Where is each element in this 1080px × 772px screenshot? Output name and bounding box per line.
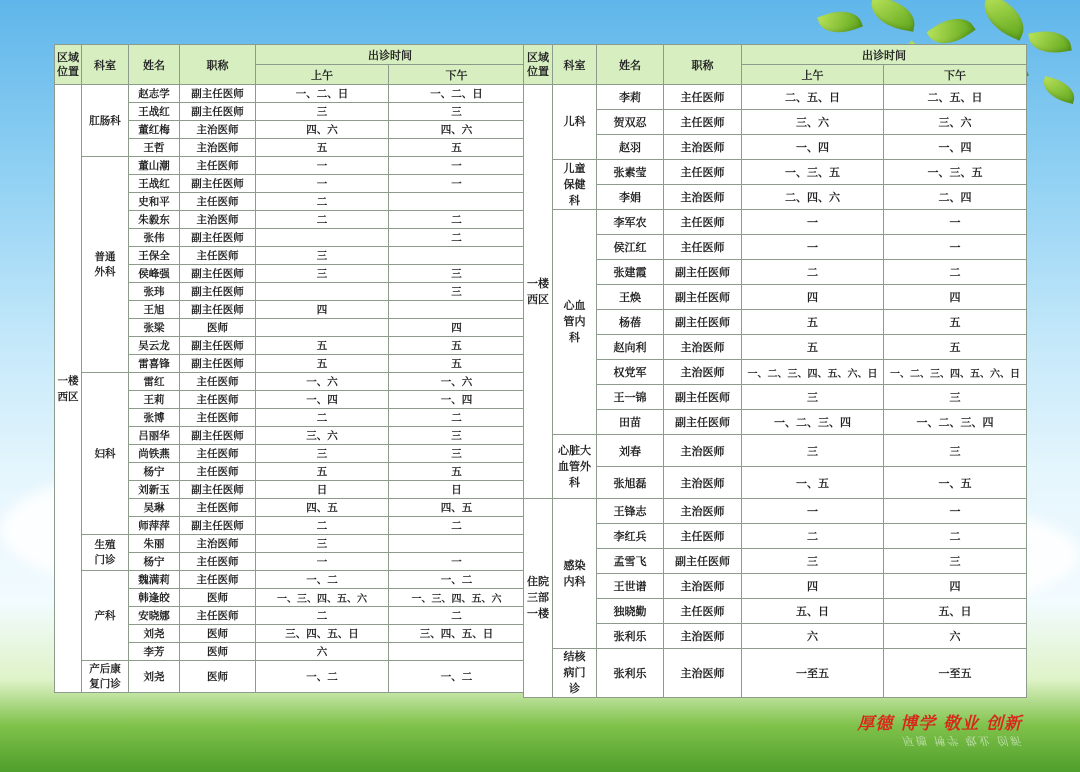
doctor-name: 张素莹: [597, 160, 664, 185]
am-time: 一、三、五: [742, 160, 884, 185]
doctor-name: 王一锦: [597, 385, 664, 410]
am-time: 三: [742, 549, 884, 574]
doctor-name: 杨宁: [129, 463, 180, 481]
pm-time: 五: [884, 310, 1027, 335]
pm-time: 六: [884, 624, 1027, 649]
doctor-name: 独晓勤: [597, 599, 664, 624]
table-row: [524, 210, 1027, 235]
pm-time: 四、六: [389, 121, 525, 139]
doctor-name: 王焕: [597, 285, 664, 310]
table-row: [524, 467, 1027, 499]
dept-cell: 肛肠科: [82, 85, 129, 157]
am-time: 五: [742, 310, 884, 335]
doctor-name: 李芳: [129, 643, 180, 661]
table-row: [524, 574, 1027, 599]
doctor-title: 副主任医师: [180, 85, 256, 103]
doctor-name: 田苗: [597, 410, 664, 435]
am-time: 三: [256, 535, 389, 553]
am-time: 一: [742, 210, 884, 235]
pm-time: 二、五、日: [884, 85, 1027, 110]
pm-time: 一: [884, 235, 1027, 260]
pm-time: 四、五: [389, 499, 525, 517]
doctor-name: 权党军: [597, 360, 664, 385]
am-time: 三、六: [742, 110, 884, 135]
doctor-name: 赵志学: [129, 85, 180, 103]
doctor-name: 侯峰强: [129, 265, 180, 283]
doctor-title: 主治医师: [664, 624, 742, 649]
pm-time: 三: [389, 445, 525, 463]
am-time: 五: [256, 337, 389, 355]
am-time: 一、二、三、四、五、六、日: [742, 360, 884, 385]
pm-time: 一: [389, 553, 525, 571]
am-time: 二: [256, 409, 389, 427]
am-time: 一、六: [256, 373, 389, 391]
am-time: 四: [742, 285, 884, 310]
pm-time: 一、四: [389, 391, 525, 409]
am-time: [256, 229, 389, 247]
doctor-title: 副主任医师: [180, 229, 256, 247]
motto: 厚德 博学 敬业 创新: [857, 714, 1022, 734]
header-dept: 科室: [553, 45, 597, 85]
doctor-title: 主任医师: [180, 193, 256, 211]
doctor-title: 主治医师: [664, 574, 742, 599]
table-row: [524, 260, 1027, 285]
pm-time: 三: [884, 385, 1027, 410]
doctor-title: 主任医师: [180, 373, 256, 391]
header-name: 姓名: [597, 45, 664, 85]
doctor-name: 张利乐: [597, 624, 664, 649]
table-row: [524, 235, 1027, 260]
pm-time: 一至五: [884, 649, 1027, 698]
am-time: 三、四、五、日: [256, 625, 389, 643]
doctor-name: 韩逢皎: [129, 589, 180, 607]
header-am: 上午: [742, 65, 884, 85]
am-time: 一、四: [256, 391, 389, 409]
doctor-title: 主治医师: [664, 185, 742, 210]
am-time: 三: [256, 103, 389, 121]
header-zone: 区域位置: [55, 45, 82, 85]
pm-time: 三: [884, 549, 1027, 574]
doctor-title: 主任医师: [664, 110, 742, 135]
pm-time: 一、三、四、五、六: [389, 589, 525, 607]
pm-time: [389, 643, 525, 661]
am-time: 二: [256, 193, 389, 211]
doctor-title: 主任医师: [664, 210, 742, 235]
doctor-name: 雷喜锋: [129, 355, 180, 373]
am-time: 二: [256, 517, 389, 535]
doctor-name: 杨蓓: [597, 310, 664, 335]
doctor-title: 主任医师: [180, 157, 256, 175]
header-time: 出诊时间: [742, 45, 1027, 65]
am-time: 五: [256, 355, 389, 373]
dept-cell: 产科: [82, 571, 129, 661]
pm-time: [389, 193, 525, 211]
am-time: 一: [256, 175, 389, 193]
table-row: [524, 335, 1027, 360]
table-row: [55, 535, 525, 553]
am-time: [256, 319, 389, 337]
pm-time: 一、二、三、四: [884, 410, 1027, 435]
doctor-name: 李莉: [597, 85, 664, 110]
am-time: 二: [742, 260, 884, 285]
pm-time: [389, 535, 525, 553]
table-row: [55, 157, 525, 175]
doctor-name: 王战红: [129, 103, 180, 121]
am-time: 一、三、四、五、六: [256, 589, 389, 607]
schedule-table-right: [523, 44, 1027, 698]
pm-time: 五、日: [884, 599, 1027, 624]
doctor-name: 董山潮: [129, 157, 180, 175]
doctor-name: 赵羽: [597, 135, 664, 160]
am-time: [256, 283, 389, 301]
pm-time: 二、四: [884, 185, 1027, 210]
doctor-title: 副主任医师: [180, 427, 256, 445]
doctor-name: 魏满莉: [129, 571, 180, 589]
table-row: [524, 360, 1027, 385]
doctor-title: 副主任医师: [180, 265, 256, 283]
table-row: [524, 385, 1027, 410]
pm-time: 一、二: [389, 661, 525, 693]
doctor-title: 主任医师: [180, 607, 256, 625]
header-time: 出诊时间: [256, 45, 525, 65]
doctor-title: 副主任医师: [180, 355, 256, 373]
table-row: [524, 110, 1027, 135]
doctor-name: 刘尧: [129, 625, 180, 643]
doctor-title: 主任医师: [180, 391, 256, 409]
doctor-title: 副主任医师: [180, 283, 256, 301]
doctor-title: 副主任医师: [664, 260, 742, 285]
doctor-name: 张利乐: [597, 649, 664, 698]
table-row: [524, 549, 1027, 574]
am-time: 三: [256, 265, 389, 283]
doctor-name: 刘尧: [129, 661, 180, 693]
doctor-name: 张建霞: [597, 260, 664, 285]
header-pm: 下午: [389, 65, 525, 85]
am-time: 日: [256, 481, 389, 499]
am-time: 一: [742, 235, 884, 260]
doctor-title: 主任医师: [180, 499, 256, 517]
doctor-title: 主治医师: [664, 435, 742, 467]
pm-time: 三、六: [884, 110, 1027, 135]
am-time: 一、二、日: [256, 85, 389, 103]
doctor-name: 尚铁燕: [129, 445, 180, 463]
doctor-title: 主任医师: [664, 235, 742, 260]
doctor-name: 李红兵: [597, 524, 664, 549]
table-row: [524, 435, 1027, 467]
doctor-title: 主治医师: [664, 135, 742, 160]
motto-reflection: 厚德 博学 敬业 创新: [901, 734, 1022, 747]
doctor-title: 主治医师: [664, 360, 742, 385]
header-dept: 科室: [82, 45, 129, 85]
doctor-title: 主治医师: [664, 335, 742, 360]
doctor-name: 吕丽华: [129, 427, 180, 445]
doctor-name: 史和平: [129, 193, 180, 211]
header-title: 职称: [664, 45, 742, 85]
header-name: 姓名: [129, 45, 180, 85]
doctor-name: 侯江红: [597, 235, 664, 260]
pm-time: 三: [389, 427, 525, 445]
am-time: 二、五、日: [742, 85, 884, 110]
doctor-title: 医师: [180, 589, 256, 607]
table-row: [524, 160, 1027, 185]
doctor-title: 主治医师: [180, 121, 256, 139]
doctor-name: 张梁: [129, 319, 180, 337]
am-time: 三: [742, 385, 884, 410]
dept-cell: 心血 管内 科: [553, 210, 597, 435]
am-time: 六: [742, 624, 884, 649]
am-time: 三、六: [256, 427, 389, 445]
am-time: 一、二: [256, 571, 389, 589]
doctor-title: 副主任医师: [180, 175, 256, 193]
doctor-name: 张伟: [129, 229, 180, 247]
pm-time: 五: [884, 335, 1027, 360]
table-row: [55, 85, 525, 103]
doctor-name: 安晓娜: [129, 607, 180, 625]
dept-cell: 心脏大 血管外 科: [553, 435, 597, 499]
am-time: 一: [742, 499, 884, 524]
am-time: 一、五: [742, 467, 884, 499]
doctor-title: 副主任医师: [180, 481, 256, 499]
doctor-title: 副主任医师: [664, 310, 742, 335]
doctor-name: 李娟: [597, 185, 664, 210]
table-row: [55, 373, 525, 391]
pm-time: 一、六: [389, 373, 525, 391]
doctor-name: 王锋志: [597, 499, 664, 524]
dept-cell: 儿科: [553, 85, 597, 160]
zone-cell: 一楼 西区: [55, 85, 82, 693]
table-row: [55, 571, 525, 589]
doctor-name: 王战红: [129, 175, 180, 193]
doctor-title: 主任医师: [180, 463, 256, 481]
table-row: [55, 661, 525, 693]
am-time: 一、四: [742, 135, 884, 160]
zone-cell: 住院 三部 一楼: [524, 499, 553, 698]
pm-time: 一、三、五: [884, 160, 1027, 185]
doctor-name: 师萍萍: [129, 517, 180, 535]
pm-time: 一、二、日: [389, 85, 525, 103]
am-time: 一: [256, 553, 389, 571]
am-time: 二: [256, 211, 389, 229]
pm-time: 二: [389, 607, 525, 625]
doctor-name: 孟雪飞: [597, 549, 664, 574]
pm-time: 四: [884, 285, 1027, 310]
pm-time: [389, 301, 525, 319]
pm-time: 一: [389, 157, 525, 175]
am-time: 六: [256, 643, 389, 661]
pm-time: 一、四: [884, 135, 1027, 160]
pm-time: 三、四、五、日: [389, 625, 525, 643]
pm-time: 二: [884, 260, 1027, 285]
table-row: [524, 624, 1027, 649]
doctor-title: 医师: [180, 319, 256, 337]
doctor-title: 副主任医师: [664, 410, 742, 435]
doctor-name: 杨宁: [129, 553, 180, 571]
am-time: 三: [256, 445, 389, 463]
pm-time: 二: [389, 517, 525, 535]
table-row: [524, 310, 1027, 335]
doctor-title: 主治医师: [664, 467, 742, 499]
doctor-name: 张旭磊: [597, 467, 664, 499]
doctor-name: 贺双忍: [597, 110, 664, 135]
doctor-name: 赵向利: [597, 335, 664, 360]
am-time: 一: [256, 157, 389, 175]
table-row: [524, 524, 1027, 549]
table-row: [524, 185, 1027, 210]
doctor-title: 主治医师: [180, 211, 256, 229]
doctor-title: 副主任医师: [664, 285, 742, 310]
table-row: [524, 410, 1027, 435]
dept-cell: 生殖 门诊: [82, 535, 129, 571]
pm-time: 一: [389, 175, 525, 193]
doctor-name: 刘春: [597, 435, 664, 467]
doctor-title: 主任医师: [664, 599, 742, 624]
table-row: [524, 499, 1027, 524]
pm-time: [389, 247, 525, 265]
pm-time: 一、五: [884, 467, 1027, 499]
header-am: 上午: [256, 65, 389, 85]
doctor-title: 主任医师: [664, 85, 742, 110]
doctor-name: 刘新玉: [129, 481, 180, 499]
doctor-title: 主任医师: [180, 409, 256, 427]
doctor-title: 主任医师: [664, 160, 742, 185]
pm-time: 一: [884, 499, 1027, 524]
doctor-name: 董红梅: [129, 121, 180, 139]
pm-time: 一: [884, 210, 1027, 235]
doctor-name: 王莉: [129, 391, 180, 409]
pm-time: 三: [389, 103, 525, 121]
doctor-title: 主任医师: [180, 553, 256, 571]
doctor-title: 副主任医师: [180, 103, 256, 121]
pm-time: 一、二: [389, 571, 525, 589]
doctor-title: 主任医师: [664, 524, 742, 549]
table-row: [524, 285, 1027, 310]
doctor-title: 主任医师: [180, 247, 256, 265]
pm-time: 二: [389, 229, 525, 247]
zone-cell: 一楼 西区: [524, 85, 553, 499]
doctor-name: 朱丽: [129, 535, 180, 553]
pm-time: 二: [389, 409, 525, 427]
am-time: 四、五: [256, 499, 389, 517]
am-time: 二、四、六: [742, 185, 884, 210]
pm-time: 三: [389, 283, 525, 301]
doctor-title: 医师: [180, 643, 256, 661]
am-time: 三: [742, 435, 884, 467]
pm-time: 日: [389, 481, 525, 499]
pm-time: 二: [884, 524, 1027, 549]
doctor-name: 朱毅东: [129, 211, 180, 229]
pm-time: 五: [389, 463, 525, 481]
am-time: 五: [256, 463, 389, 481]
doctor-title: 副主任医师: [664, 385, 742, 410]
am-time: 二: [256, 607, 389, 625]
am-time: 五: [256, 139, 389, 157]
doctor-title: 主治医师: [180, 535, 256, 553]
am-time: 二: [742, 524, 884, 549]
table-row: [524, 649, 1027, 698]
doctor-title: 主治医师: [664, 499, 742, 524]
doctor-name: 雷红: [129, 373, 180, 391]
schedule-table-left: [54, 44, 525, 693]
doctor-title: 副主任医师: [180, 301, 256, 319]
table-row: [524, 135, 1027, 160]
pm-time: 三: [389, 265, 525, 283]
pm-time: 五: [389, 337, 525, 355]
doctor-title: 主治医师: [180, 139, 256, 157]
pm-time: 五: [389, 355, 525, 373]
header-pm: 下午: [884, 65, 1027, 85]
doctor-name: 吴琳: [129, 499, 180, 517]
doctor-name: 张博: [129, 409, 180, 427]
dept-cell: 感染 内科: [553, 499, 597, 649]
doctor-title: 主任医师: [180, 571, 256, 589]
doctor-name: 王旭: [129, 301, 180, 319]
doctor-name: 王世谱: [597, 574, 664, 599]
pm-time: 四: [389, 319, 525, 337]
dept-cell: 产后康 复门诊: [82, 661, 129, 693]
doctor-name: 吴云龙: [129, 337, 180, 355]
table-row: [524, 85, 1027, 110]
am-time: 一、二: [256, 661, 389, 693]
am-time: 一、二、三、四: [742, 410, 884, 435]
doctor-title: 医师: [180, 625, 256, 643]
doctor-name: 王哲: [129, 139, 180, 157]
header-title: 职称: [180, 45, 256, 85]
doctor-title: 医师: [180, 661, 256, 693]
table-row: [524, 599, 1027, 624]
pm-time: 四: [884, 574, 1027, 599]
dept-cell: 普通 外科: [82, 157, 129, 373]
doctor-title: 副主任医师: [180, 337, 256, 355]
doctor-name: 王保全: [129, 247, 180, 265]
doctor-title: 副主任医师: [180, 517, 256, 535]
pm-time: 五: [389, 139, 525, 157]
am-time: 五、日: [742, 599, 884, 624]
dept-cell: 儿童 保健 科: [553, 160, 597, 210]
doctor-title: 副主任医师: [664, 549, 742, 574]
am-time: 三: [256, 247, 389, 265]
header-zone: 区域位置: [524, 45, 553, 85]
am-time: 四: [742, 574, 884, 599]
doctor-name: 张玮: [129, 283, 180, 301]
doctor-title: 主治医师: [664, 649, 742, 698]
pm-time: 三: [884, 435, 1027, 467]
dept-cell: 结核 病门 诊: [553, 649, 597, 698]
am-time: 五: [742, 335, 884, 360]
pm-time: 一、二、三、四、五、六、日: [884, 360, 1027, 385]
am-time: 一至五: [742, 649, 884, 698]
doctor-name: 李军农: [597, 210, 664, 235]
am-time: 四、六: [256, 121, 389, 139]
am-time: 四: [256, 301, 389, 319]
pm-time: 二: [389, 211, 525, 229]
doctor-title: 主任医师: [180, 445, 256, 463]
dept-cell: 妇科: [82, 373, 129, 535]
